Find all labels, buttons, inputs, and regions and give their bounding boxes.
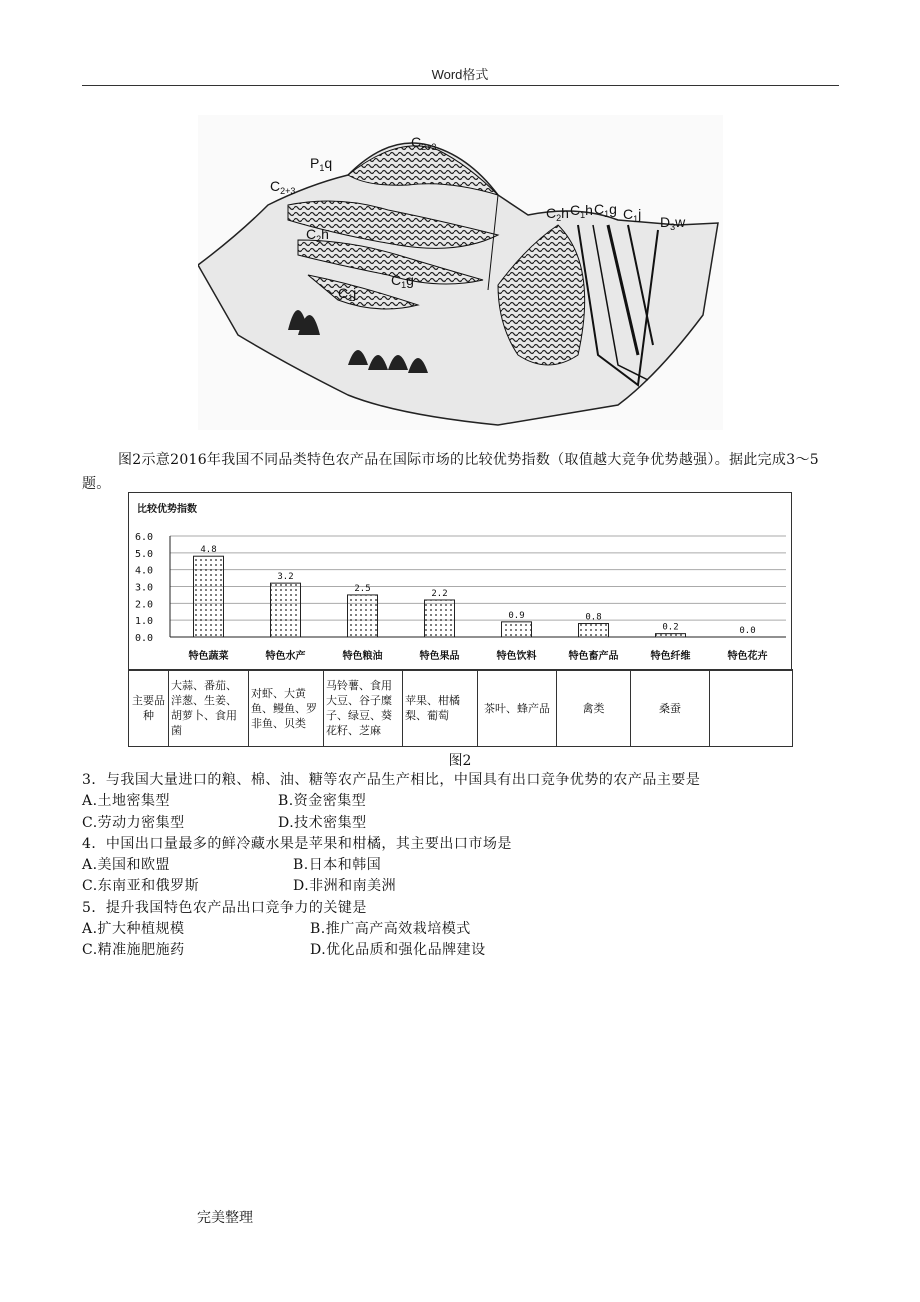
option[interactable]: A.土地密集型	[82, 793, 171, 810]
y-tick-label: 6.0	[135, 532, 154, 543]
option[interactable]: D.技术密集型	[278, 814, 367, 831]
data-label: 0.8	[585, 612, 602, 623]
option[interactable]: C.精准施肥施药	[82, 942, 185, 959]
geo-label: $C_1g$	[594, 201, 617, 219]
category-label: 特色水产	[265, 651, 306, 662]
option[interactable]: C.东南亚和俄罗斯	[82, 878, 200, 895]
geo-label: $P_1q$	[310, 155, 333, 173]
bar	[579, 624, 609, 637]
geologic-landscape-illustration	[198, 115, 723, 430]
geo-label: $C_1j$	[623, 206, 642, 224]
bar	[271, 583, 301, 637]
intro-paragraph: 图2示意2016年我国不同品类特色农产品在国际市场的比较优势指数（取值越大竞争优势越强）。据此完成3～5题。	[82, 452, 819, 492]
geo-label: $C_2h$	[546, 205, 569, 223]
geo-label: $C_1g$	[391, 272, 414, 290]
data-label: 2.5	[354, 583, 371, 594]
category-label: 特色蔬菜	[188, 651, 229, 662]
question-stem: 3．与我国大量进口的粮、棉、油、糖等农产品生产相比，中国具有出口竞争优势的农产品主要是	[82, 772, 701, 788]
data-label: 0.0	[739, 626, 756, 636]
question-stem: 4．中国出口量最多的鲜冷藏水果是苹果和柑橘，其主要出口市场是	[82, 835, 512, 852]
table-row	[129, 670, 793, 747]
questions-block	[82, 770, 842, 962]
geo-label: $C_{2+3}$	[270, 178, 296, 196]
data-label: 0.2	[662, 622, 679, 633]
category-label: 特色粮油	[342, 651, 383, 662]
option[interactable]: B.资金密集型	[278, 793, 367, 810]
category-label: 特色花卉	[727, 651, 768, 662]
geo-label: $D_3w$	[660, 214, 686, 232]
geo-label: $C_2h$	[306, 226, 329, 244]
data-label: 0.9	[508, 610, 525, 621]
table-cell: 对虾、大黄鱼、鳗鱼、罗非鱼、贝类	[249, 670, 324, 747]
y-tick-label: 5.0	[135, 548, 154, 560]
bar	[348, 595, 378, 637]
table-cell	[710, 670, 793, 747]
data-label: 4.8	[200, 545, 217, 556]
option-row	[82, 940, 842, 961]
category-label: 特色畜产品	[568, 651, 619, 662]
option[interactable]: D.非洲和南美洲	[293, 878, 397, 895]
chart-svg	[129, 493, 791, 670]
bar	[502, 622, 532, 637]
bar	[425, 600, 455, 637]
option[interactable]: B.推广高产高效栽培模式	[310, 921, 471, 938]
table-cell: 大蒜、番茄、洋葱、生姜、胡萝卜、食用菌	[169, 670, 249, 747]
option-row	[82, 855, 842, 876]
table-cell: 禽类	[557, 670, 631, 747]
main-varieties-table	[128, 669, 793, 747]
table-cell: 茶叶、蜂产品	[478, 670, 557, 747]
y-tick-label: 4.0	[135, 565, 154, 577]
option-row	[82, 791, 842, 812]
table-cell: 桑蚕	[631, 670, 710, 747]
bar	[194, 556, 224, 637]
table-cell: 苹果、柑橘梨、葡萄	[403, 670, 478, 747]
figure-caption: 图2	[448, 753, 472, 769]
option[interactable]: C.劳动力密集型	[82, 814, 185, 831]
option-row	[82, 813, 842, 834]
data-label: 3.2	[277, 572, 294, 583]
bar	[656, 634, 686, 637]
table-cell: 马铃薯、食用大豆、谷子糜子、绿豆、葵花籽、芝麻	[324, 670, 403, 747]
page-header: Word格式	[431, 67, 489, 82]
page-footer: 完美整理	[197, 1210, 253, 1226]
row-header: 主要品种	[129, 670, 169, 747]
category-label: 特色饮料	[496, 651, 537, 662]
category-label: 特色纤维	[650, 651, 691, 662]
y-tick-label: 3.0	[135, 582, 154, 594]
category-label: 特色果品	[419, 651, 460, 662]
y-tick-label: 2.0	[135, 599, 154, 611]
option-row	[82, 919, 842, 940]
data-label: 2.2	[431, 588, 448, 599]
chart-title: 比较优势指数	[137, 504, 197, 515]
option[interactable]: A.扩大种植规模	[82, 921, 185, 938]
option[interactable]: A.美国和欧盟	[82, 857, 171, 874]
y-tick-label: 1.0	[135, 616, 154, 628]
comparative-advantage-chart	[128, 492, 792, 671]
option[interactable]: D.优化品质和强化品牌建设	[310, 942, 486, 959]
option-row	[82, 876, 842, 897]
option[interactable]: B.日本和韩国	[293, 857, 382, 874]
question-stem: 5．提升我国特色农产品出口竞争力的关键是	[82, 899, 367, 916]
geo-label: $C_1j$	[338, 285, 357, 303]
header-rule	[82, 85, 839, 86]
y-tick-label: 0.0	[135, 633, 154, 644]
geo-label: $C_1h$	[570, 202, 593, 220]
geo-label: $C_{2+3}$	[411, 134, 437, 152]
